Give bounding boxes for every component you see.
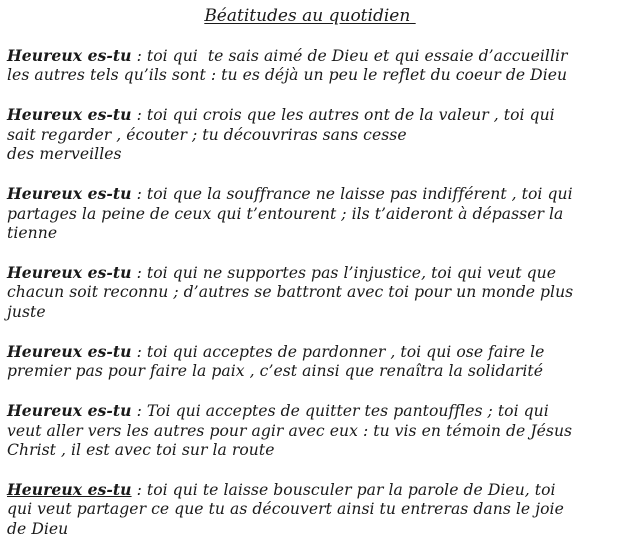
paragraph-line: qui veut partager ce que tu as découvert ainsi tu entreras dans le joie [7,500,564,519]
line-text: : toi qui acceptes de pardonner , toi qui ose faire le [131,342,545,361]
line-text: : toi qui ne supportes pas l’injustice, toi qui veut que [131,264,557,283]
paragraph-line: de Dieu [7,519,69,538]
beatitude-lead: Heureux es-tu [7,46,132,65]
line-text: : toi qui te sais aimé de Dieu et qui essaie d’accueillir [131,47,568,65]
paragraph-line: veut aller vers les autres pour agir avec eux : tu vis en témoin de Jésus [7,421,573,440]
paragraph-line [7,46,613,66]
paragraph-line [7,105,613,125]
beatitude-paragraph-6 [7,401,613,460]
paragraph-line: sait regarder , écouter ; tu découvriras sans cesse [7,125,407,144]
beatitude-lead: Heureux es-tu [7,341,132,361]
line-text: : Toi qui acceptes de quitter tes pantouffles ; toi qui [131,402,549,421]
beatitude-lead: Heureux es-tu [7,105,132,125]
beatitude-lead: Heureux es-tu [7,184,132,204]
paragraph-line: tienne [7,224,58,243]
beatitude-lead: Heureux es-tu [7,401,132,421]
paragraph-line: partages la peine de ceux qui t’entourent ; ils t’aideront à dépasser la [7,204,564,223]
beatitude-paragraph-1 [7,46,613,86]
line-text: : toi qui te laisse bousculer par la parole de Dieu, toi [131,481,556,500]
paragraph-line [7,184,613,204]
line-text: : toi que la souffrance ne laisse pas indifférent , toi qui [131,185,573,204]
beatitude-lead: Heureux es-tu [7,263,132,283]
paragraph-line [7,263,613,283]
paragraph-line [7,480,613,500]
paragraph-line: des merveilles [7,145,122,164]
beatitude-paragraph-4 [7,263,613,322]
paragraph-line: les autres tels qu’ils sont : tu es déjà un peu le reflet du coeur de Dieu [7,66,568,85]
beatitude-lead: Heureux es-tu [7,480,132,500]
paragraph-line [7,401,613,421]
paragraph-line: Christ , il est avec toi sur la route [7,441,275,460]
paragraph-line: chacun soit reconnu ; d’autres se battront avec toi pour un monde plus [7,283,574,302]
beatitude-paragraph-7 [7,480,613,539]
beatitude-paragraph-3 [7,184,613,243]
paragraph-line: juste [7,302,46,321]
beatitude-paragraph-2 [7,105,613,164]
line-text: : toi qui crois que les autres ont de la valeur , toi qui [131,106,555,125]
document-title: Béatitudes au quotidien [204,6,416,26]
beatitude-paragraph-5 [7,342,613,382]
document-page [7,6,613,559]
paragraph-line [7,342,613,362]
paragraph-line: premier pas pour faire la paix , c’est ainsi que renaîtra la solidarité [7,362,543,381]
